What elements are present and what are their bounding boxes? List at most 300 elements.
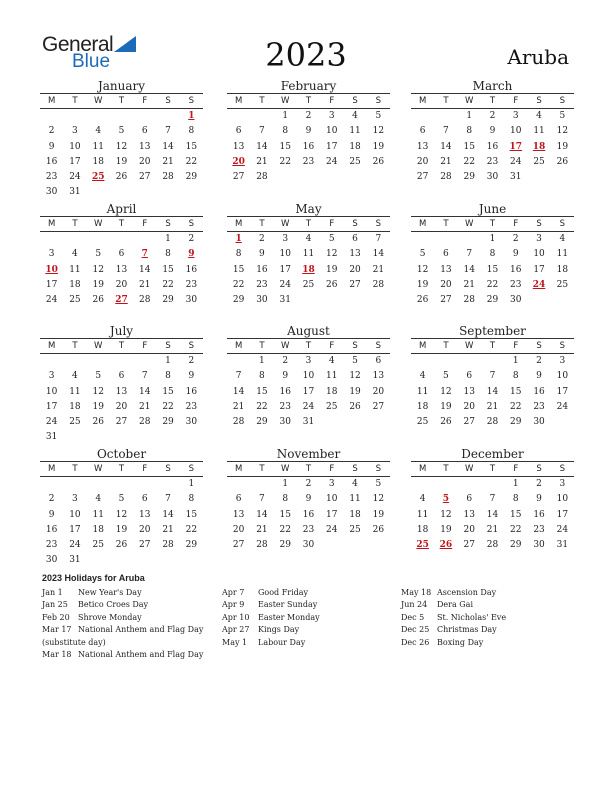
day-cell: 26	[440, 417, 452, 428]
day-cell: 11	[556, 249, 569, 260]
month-july	[40, 324, 203, 446]
empty-day-cell	[434, 232, 457, 247]
weekday-label: T	[259, 219, 265, 229]
day-cell: 7	[235, 371, 242, 382]
day-cell: 24	[69, 172, 81, 183]
day-cell: 8	[235, 249, 242, 260]
week-row	[40, 492, 203, 507]
day-cell: 13	[139, 141, 151, 152]
day-cell: 1	[512, 479, 519, 489]
day-cell: 15	[185, 141, 198, 152]
weekday-label: T	[72, 96, 78, 106]
day-cell: 5	[95, 249, 102, 260]
weekday-label: F	[142, 96, 148, 106]
holiday-item	[42, 587, 203, 599]
day-cell: 31	[302, 417, 315, 428]
weekday-label: T	[305, 96, 312, 106]
holiday-day-cell: 18	[302, 264, 315, 275]
day-cell: 4	[72, 371, 78, 382]
day-cell: 18	[69, 401, 81, 412]
day-cell: 30	[45, 555, 58, 566]
holiday-item	[401, 599, 506, 611]
weekday-header	[40, 338, 203, 354]
holiday-name: Betico Croes Day	[78, 600, 149, 610]
day-cell: 8	[489, 249, 496, 260]
holiday-name: Ascension Day	[437, 588, 497, 597]
day-cell: 8	[512, 494, 519, 505]
empty-day-cell	[133, 232, 156, 247]
day-cell: 24	[326, 156, 338, 167]
empty-day-cell	[434, 477, 457, 492]
day-cell: 6	[375, 356, 382, 366]
holiday-day-cell: 25	[91, 172, 105, 183]
day-cell: 30	[486, 172, 499, 183]
day-cell: 17	[69, 524, 81, 535]
weekday-label: S	[165, 341, 171, 351]
week-row	[227, 400, 390, 415]
day-cell: 2	[489, 111, 496, 121]
day-cell: 13	[139, 509, 151, 520]
day-cell: 5	[419, 249, 426, 260]
weekday-label: W	[465, 341, 474, 351]
day-cell: 27	[463, 417, 475, 428]
day-cell: 28	[256, 172, 268, 183]
weekday-label: S	[165, 464, 171, 474]
weekday-label: W	[281, 341, 290, 351]
day-cell: 12	[92, 264, 104, 275]
day-cell: 17	[45, 279, 58, 290]
day-cell: 26	[326, 279, 338, 290]
day-cell: 23	[185, 279, 198, 290]
day-cell: 26	[372, 156, 385, 167]
empty-day-cell	[320, 170, 343, 185]
empty-day-cell	[110, 185, 133, 200]
day-cell: 9	[305, 126, 312, 137]
holidays-title: 2023 Holidays for Aruba	[42, 573, 145, 583]
day-cell: 17	[556, 509, 569, 520]
weekday-label: S	[165, 219, 171, 229]
holiday-item	[401, 612, 506, 624]
day-cell: 2	[305, 111, 312, 121]
day-cell: 30	[533, 540, 545, 551]
empty-day-cell	[551, 170, 574, 185]
weekday-label: S	[559, 96, 566, 106]
weekday-label: M	[418, 464, 427, 474]
holiday-name: Easter Monday	[258, 612, 320, 622]
day-cell: 11	[69, 386, 81, 397]
day-cell: 3	[512, 111, 519, 121]
day-cell: 23	[45, 540, 58, 551]
day-cell: 5	[559, 111, 566, 121]
day-cell: 16	[510, 264, 522, 275]
empty-day-cell	[250, 109, 273, 124]
day-cell: 26	[115, 172, 128, 183]
day-cell: 29	[162, 417, 174, 428]
day-cell: 31	[69, 187, 81, 198]
day-cell: 20	[115, 279, 128, 290]
empty-day-cell	[411, 109, 434, 124]
day-cell: 6	[352, 234, 358, 244]
day-cell: 4	[95, 126, 102, 137]
weekday-label: T	[443, 96, 449, 106]
day-cell: 28	[162, 172, 174, 183]
day-cell: 23	[533, 401, 545, 412]
week-row	[40, 293, 203, 308]
weekday-label: S	[188, 96, 195, 106]
week-row	[40, 278, 203, 293]
day-cell: 19	[115, 524, 128, 535]
logo-blue-text: Blue	[72, 51, 111, 72]
day-cell: 25	[556, 279, 569, 290]
week-row	[40, 247, 203, 262]
weekday-label: W	[281, 96, 290, 106]
weekday-label: F	[329, 219, 335, 229]
day-cell: 18	[349, 141, 361, 152]
day-cell: 19	[372, 141, 385, 152]
empty-day-cell	[320, 415, 343, 430]
weekday-header	[411, 461, 574, 477]
weekday-label: S	[375, 341, 382, 351]
day-cell: 11	[92, 141, 104, 152]
logo-general-text: General	[42, 33, 114, 56]
month-november	[227, 447, 390, 553]
day-cell: 15	[486, 264, 499, 275]
week-row	[227, 140, 390, 155]
holiday-item	[222, 612, 320, 624]
day-cell: 20	[232, 524, 245, 535]
day-cell: 2	[305, 479, 312, 489]
empty-day-cell	[343, 170, 366, 185]
week-row	[40, 369, 203, 384]
day-cell: 3	[559, 479, 566, 489]
month-august	[227, 324, 390, 430]
day-cell: 7	[165, 126, 171, 137]
day-cell: 22	[256, 401, 268, 412]
weekday-label: T	[305, 464, 312, 474]
holiday-date: Mar 17	[42, 625, 72, 635]
week-row	[40, 523, 203, 538]
day-cell: 1	[512, 356, 519, 366]
week-row	[227, 523, 390, 538]
empty-day-cell	[320, 293, 343, 308]
day-cell: 21	[256, 524, 268, 535]
day-cell: 14	[232, 386, 245, 397]
week-row	[40, 477, 203, 492]
day-cell: 21	[440, 156, 452, 167]
day-cell: 19	[556, 141, 569, 152]
day-cell: 11	[416, 509, 429, 520]
day-cell: 5	[375, 111, 382, 121]
day-cell: 29	[185, 172, 198, 183]
empty-day-cell	[133, 430, 156, 445]
day-cell: 5	[328, 234, 335, 244]
empty-day-cell	[87, 109, 110, 124]
day-cell: 23	[256, 279, 268, 290]
holiday-date: Apr 9	[222, 600, 245, 610]
weekday-label: S	[536, 341, 542, 351]
day-cell: 5	[95, 371, 102, 382]
day-cell: 18	[69, 279, 81, 290]
day-cell: 25	[92, 540, 104, 551]
week-row	[40, 430, 203, 445]
holiday-date: Dec 25	[401, 625, 430, 635]
day-cell: 29	[486, 295, 499, 306]
day-cell: 12	[440, 509, 452, 520]
weekday-label: S	[188, 341, 195, 351]
day-cell: 7	[259, 494, 265, 505]
week-row	[227, 109, 390, 124]
day-cell: 13	[232, 141, 245, 152]
holiday-day-cell: 26	[439, 540, 453, 551]
weekday-label: M	[234, 96, 243, 106]
day-cell: 2	[536, 479, 542, 489]
holiday-item	[401, 624, 506, 636]
day-cell: 13	[115, 264, 128, 275]
weekday-label: M	[418, 219, 427, 229]
weekday-label: S	[559, 341, 566, 351]
empty-day-cell	[458, 232, 481, 247]
weekday-label: T	[72, 464, 78, 474]
day-cell: 4	[352, 111, 358, 121]
week-row	[227, 232, 390, 247]
empty-day-cell	[250, 477, 273, 492]
day-cell: 16	[302, 509, 315, 520]
weekday-label: M	[47, 341, 56, 351]
holiday-item	[401, 637, 506, 649]
holiday-name: Good Friday	[258, 588, 309, 597]
day-cell: 14	[162, 509, 174, 520]
week-row	[411, 354, 574, 369]
day-cell: 2	[259, 234, 265, 244]
day-cell: 21	[372, 264, 385, 275]
holiday-day-cell: 7	[141, 249, 148, 260]
day-cell: 3	[72, 126, 78, 137]
weekday-label: F	[329, 464, 335, 474]
day-cell: 7	[489, 371, 496, 382]
holiday-date: Dec 26	[401, 637, 430, 647]
day-cell: 10	[556, 494, 569, 505]
day-cell: 19	[326, 264, 338, 275]
day-cell: 26	[372, 524, 385, 535]
day-cell: 17	[326, 141, 338, 152]
month-december	[411, 447, 574, 553]
empty-day-cell	[110, 232, 133, 247]
day-cell: 9	[282, 371, 289, 382]
day-cell: 30	[533, 417, 545, 428]
empty-day-cell	[156, 430, 179, 445]
month-name: September	[459, 324, 526, 338]
holiday-name: National Anthem and Flag Day	[78, 649, 204, 659]
day-cell: 17	[69, 156, 81, 167]
day-cell: 7	[443, 126, 449, 137]
weekday-label: S	[536, 96, 542, 106]
holiday-date: Apr 27	[222, 625, 250, 635]
day-cell: 23	[510, 279, 522, 290]
day-cell: 12	[115, 509, 128, 520]
day-cell: 16	[185, 386, 198, 397]
month-name: April	[106, 202, 137, 216]
day-cell: 6	[235, 494, 242, 505]
day-cell: 3	[536, 234, 542, 244]
day-cell: 22	[232, 279, 245, 290]
day-cell: 24	[45, 417, 58, 428]
day-cell: 21	[463, 279, 475, 290]
holiday-day-cell: 24	[532, 279, 546, 290]
empty-day-cell	[411, 232, 434, 247]
day-cell: 21	[162, 524, 174, 535]
holiday-date: Jan 1	[42, 588, 63, 597]
page-title-year: 2023	[265, 36, 347, 74]
day-cell: 4	[305, 234, 312, 244]
day-cell: 12	[372, 494, 385, 505]
weekday-label: T	[443, 341, 449, 351]
week-row	[40, 553, 203, 568]
day-cell: 24	[326, 524, 338, 535]
day-cell: 27	[232, 172, 245, 183]
day-cell: 24	[556, 524, 569, 535]
week-row	[411, 170, 574, 185]
day-cell: 10	[326, 126, 338, 137]
day-cell: 8	[282, 494, 289, 505]
empty-day-cell	[133, 109, 156, 124]
holiday-name: Boxing Day	[437, 637, 484, 647]
holiday-day-cell: 10	[45, 264, 58, 275]
month-february	[227, 79, 390, 185]
week-row	[40, 263, 203, 278]
day-cell: 8	[188, 126, 195, 137]
empty-day-cell	[110, 553, 133, 568]
day-cell: 26	[416, 295, 429, 306]
day-cell: 13	[232, 509, 245, 520]
empty-day-cell	[527, 170, 550, 185]
day-cell: 3	[328, 111, 335, 121]
weekday-label: F	[513, 341, 519, 351]
day-cell: 21	[162, 156, 174, 167]
day-cell: 29	[463, 172, 475, 183]
day-cell: 16	[486, 141, 499, 152]
empty-day-cell	[87, 477, 110, 492]
day-cell: 31	[45, 432, 58, 443]
day-cell: 1	[489, 234, 496, 244]
day-cell: 24	[69, 540, 81, 551]
week-row	[411, 109, 574, 124]
day-cell: 11	[416, 386, 429, 397]
day-cell: 29	[185, 540, 198, 551]
day-cell: 14	[139, 386, 151, 397]
day-cell: 16	[302, 141, 315, 152]
empty-day-cell	[156, 109, 179, 124]
empty-day-cell	[458, 477, 481, 492]
week-row	[40, 124, 203, 139]
empty-day-cell	[367, 170, 390, 185]
day-cell: 3	[328, 479, 335, 489]
day-cell: 30	[185, 417, 198, 428]
day-cell: 20	[440, 279, 452, 290]
holiday-item	[401, 587, 506, 599]
day-cell: 19	[349, 386, 361, 397]
day-cell: 18	[556, 264, 569, 275]
day-cell: 2	[282, 356, 289, 366]
weekday-label: F	[329, 341, 335, 351]
weekday-label: S	[536, 219, 542, 229]
day-cell: 10	[556, 371, 569, 382]
empty-day-cell	[527, 293, 550, 308]
empty-day-cell	[227, 477, 250, 492]
day-cell: 1	[282, 111, 289, 121]
day-cell: 15	[279, 141, 291, 152]
day-cell: 9	[259, 249, 265, 260]
day-cell: 30	[185, 295, 198, 306]
week-row	[411, 492, 574, 507]
holiday-day-cell: 9	[188, 249, 195, 260]
weekday-label: T	[489, 219, 496, 229]
empty-day-cell	[551, 415, 574, 430]
day-cell: 10	[302, 371, 315, 382]
day-cell: 9	[536, 371, 542, 382]
day-cell: 24	[45, 295, 58, 306]
empty-day-cell	[40, 232, 63, 247]
weekday-header	[227, 93, 390, 109]
empty-day-cell	[110, 354, 133, 369]
weekday-label: M	[47, 464, 56, 474]
day-cell: 6	[141, 126, 148, 137]
day-cell: 7	[375, 234, 382, 244]
holiday-column	[42, 587, 203, 661]
day-cell: 9	[305, 494, 312, 505]
day-cell: 23	[185, 401, 198, 412]
day-cell: 27	[139, 540, 151, 551]
weekday-label: W	[94, 219, 103, 229]
day-cell: 21	[486, 524, 499, 535]
day-cell: 4	[352, 479, 358, 489]
day-cell: 8	[282, 126, 289, 137]
day-cell: 13	[440, 264, 452, 275]
holiday-column	[401, 587, 506, 649]
holiday-item	[42, 649, 203, 661]
month-name: October	[96, 447, 147, 461]
month-name: January	[97, 79, 146, 93]
holiday-name: St. Nicholas' Eve	[437, 612, 507, 622]
holiday-name: Labour Day	[258, 637, 306, 647]
weekday-label: F	[142, 341, 148, 351]
day-cell: 12	[416, 264, 429, 275]
weekday-label: S	[559, 219, 566, 229]
day-cell: 3	[559, 356, 566, 366]
holiday-day-cell: 27	[115, 295, 128, 306]
day-cell: 8	[188, 494, 195, 505]
day-cell: 6	[235, 126, 242, 137]
day-cell: 10	[279, 249, 291, 260]
week-row	[227, 155, 390, 170]
day-cell: 22	[185, 156, 198, 167]
month-name: February	[280, 79, 337, 93]
day-cell: 28	[256, 540, 268, 551]
day-cell: 22	[463, 156, 475, 167]
day-cell: 25	[349, 156, 361, 167]
weekday-label: S	[352, 219, 358, 229]
day-cell: 25	[302, 279, 315, 290]
weekday-label: T	[489, 96, 496, 106]
day-cell: 27	[416, 172, 429, 183]
day-cell: 9	[536, 494, 542, 505]
empty-day-cell	[481, 354, 504, 369]
week-row	[411, 124, 574, 139]
week-row	[227, 354, 390, 369]
empty-day-cell	[40, 109, 63, 124]
holiday-date: Feb 20	[42, 612, 70, 622]
week-row	[411, 385, 574, 400]
month-april	[40, 202, 203, 308]
